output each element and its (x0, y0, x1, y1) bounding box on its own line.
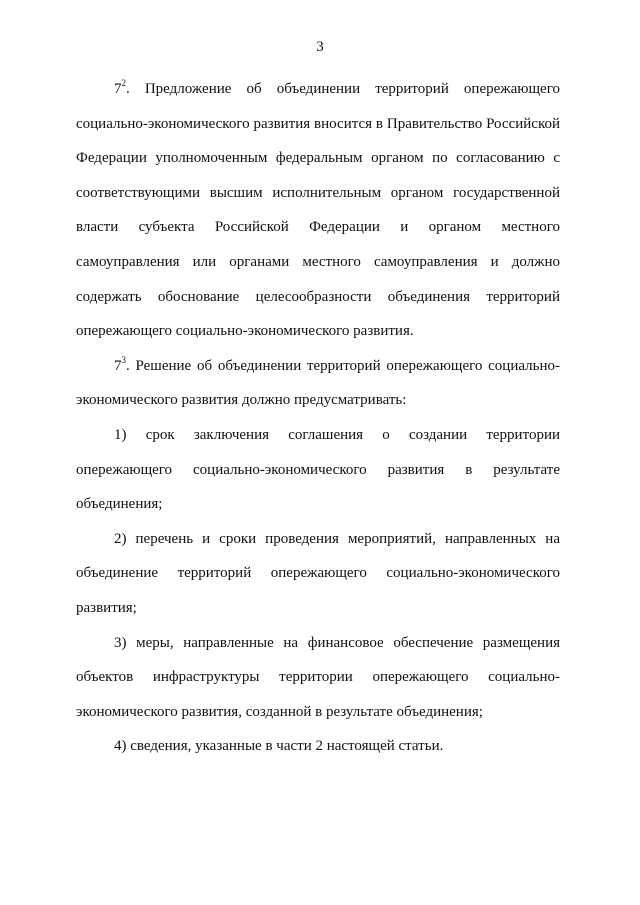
page-number: 3 (316, 39, 324, 55)
list-item-1: 1) срок заключения соглашения о создании территории опережающего социально-экономического развития в результате объединения; (76, 426, 560, 513)
list-item-2: 2) перечень и сроки проведения мероприятий, направленных на объединение территорий опережающего социально-экономического развития; (76, 530, 560, 616)
paragraph-superscript: 2 (121, 78, 126, 88)
paragraph-text: . Предложение об объединении территорий опережающего социально-экономического развития вносится в Правительство Российской Федерации уполномоченным федеральным органом по согласованию с соответствующими высшим исполнительным органом государственной власти субъекта Российской Федерации и органом местного самоуправления или органами местного самоуправления и должно содержать обоснование целесообразности объединения территорий опережающего социально-экономического развития. (76, 81, 560, 340)
paragraph-superscript: 3 (121, 354, 126, 365)
paragraph-7-2 (76, 72, 560, 349)
list-item-3: 3) меры, направленные на финансовое обеспечение размещения объектов инфраструктуры территории опережающего социально-экономического развития, созданной в результате объединения; (76, 634, 560, 720)
list-item-4: 4) сведения, указанные в части 2 настоящей статьи. (114, 738, 444, 755)
document-body (76, 72, 560, 764)
paragraph-lead: 7 (114, 81, 122, 97)
paragraph-text: . Решение об объединении территорий опережающего социально-экономического развития должно предусматривать: (76, 357, 560, 409)
paragraph-7-3 (76, 349, 560, 418)
paragraph-lead: 7 (114, 357, 122, 374)
